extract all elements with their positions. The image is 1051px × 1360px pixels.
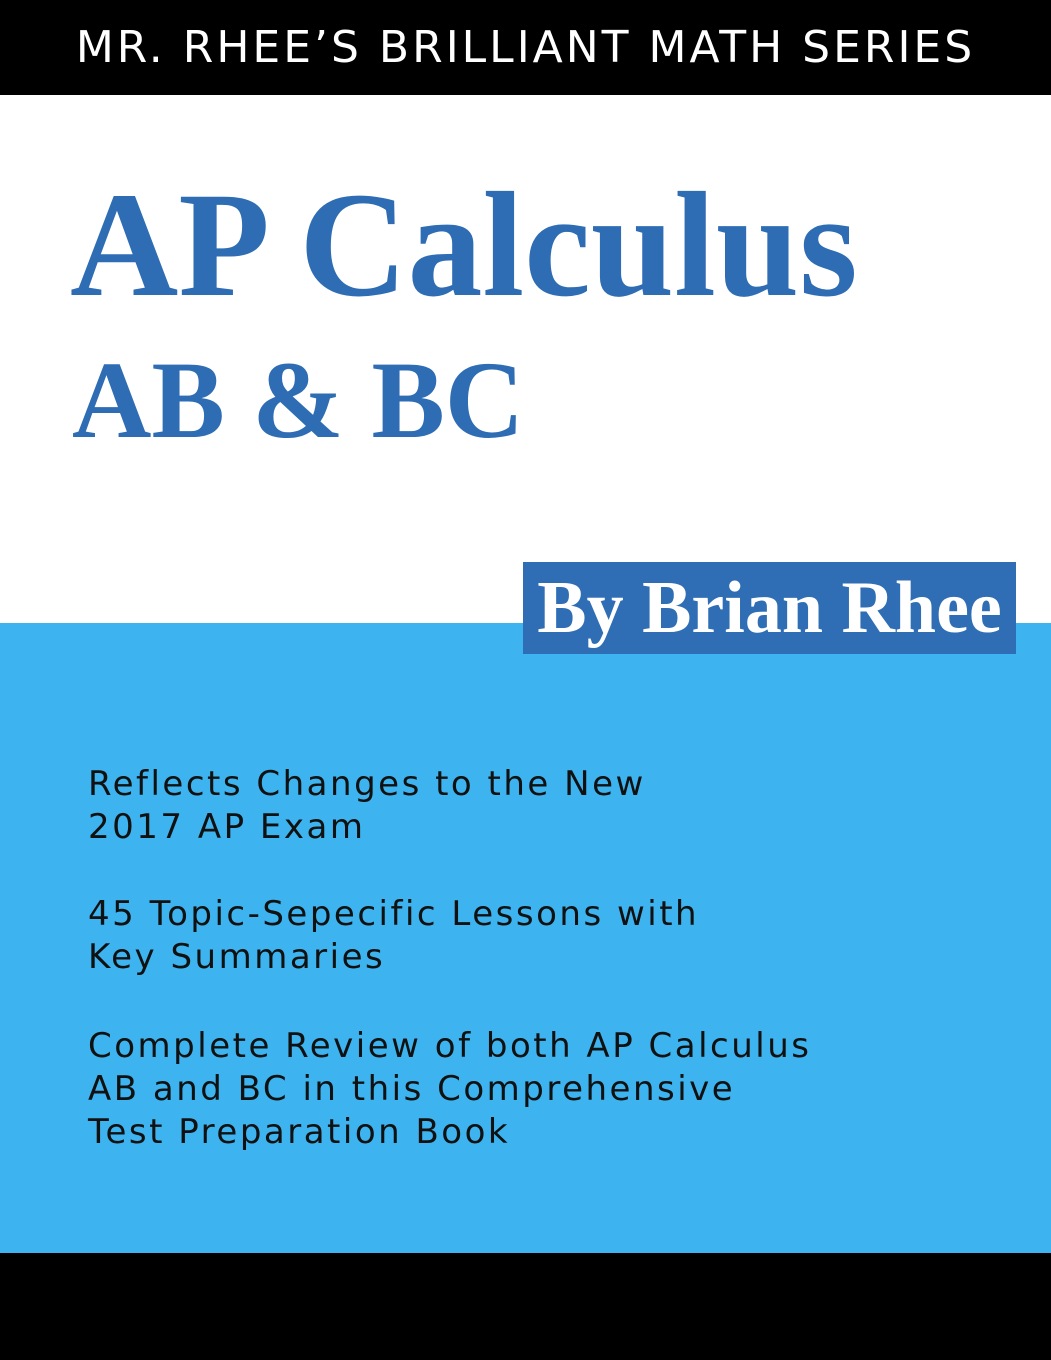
feature-line: AB and BC in this Comprehensive: [88, 1069, 736, 1109]
feature-item: [88, 763, 646, 849]
author-box: [523, 562, 1016, 654]
top-band: [0, 0, 1051, 95]
book-title: AP Calculus: [70, 162, 858, 328]
bottom-band: [0, 1253, 1051, 1360]
series-title: MR. RHEE’S BRILLIANT MATH SERIES: [75, 22, 976, 73]
book-subtitle: AB & BC: [72, 339, 525, 461]
feature-line: 2017 AP Exam: [88, 807, 366, 847]
feature-line: Reflects Changes to the New: [88, 764, 646, 804]
author-name: By Brian Rhee: [537, 567, 1002, 649]
feature-item: [88, 893, 699, 979]
feature-line: Test Preparation Book: [88, 1112, 511, 1152]
feature-line: Key Summaries: [88, 937, 386, 977]
feature-line: 45 Topic-Sepecific Lessons with: [88, 894, 700, 934]
feature-item: [88, 1025, 811, 1154]
feature-line: Complete Review of both AP Calculus: [88, 1026, 812, 1066]
